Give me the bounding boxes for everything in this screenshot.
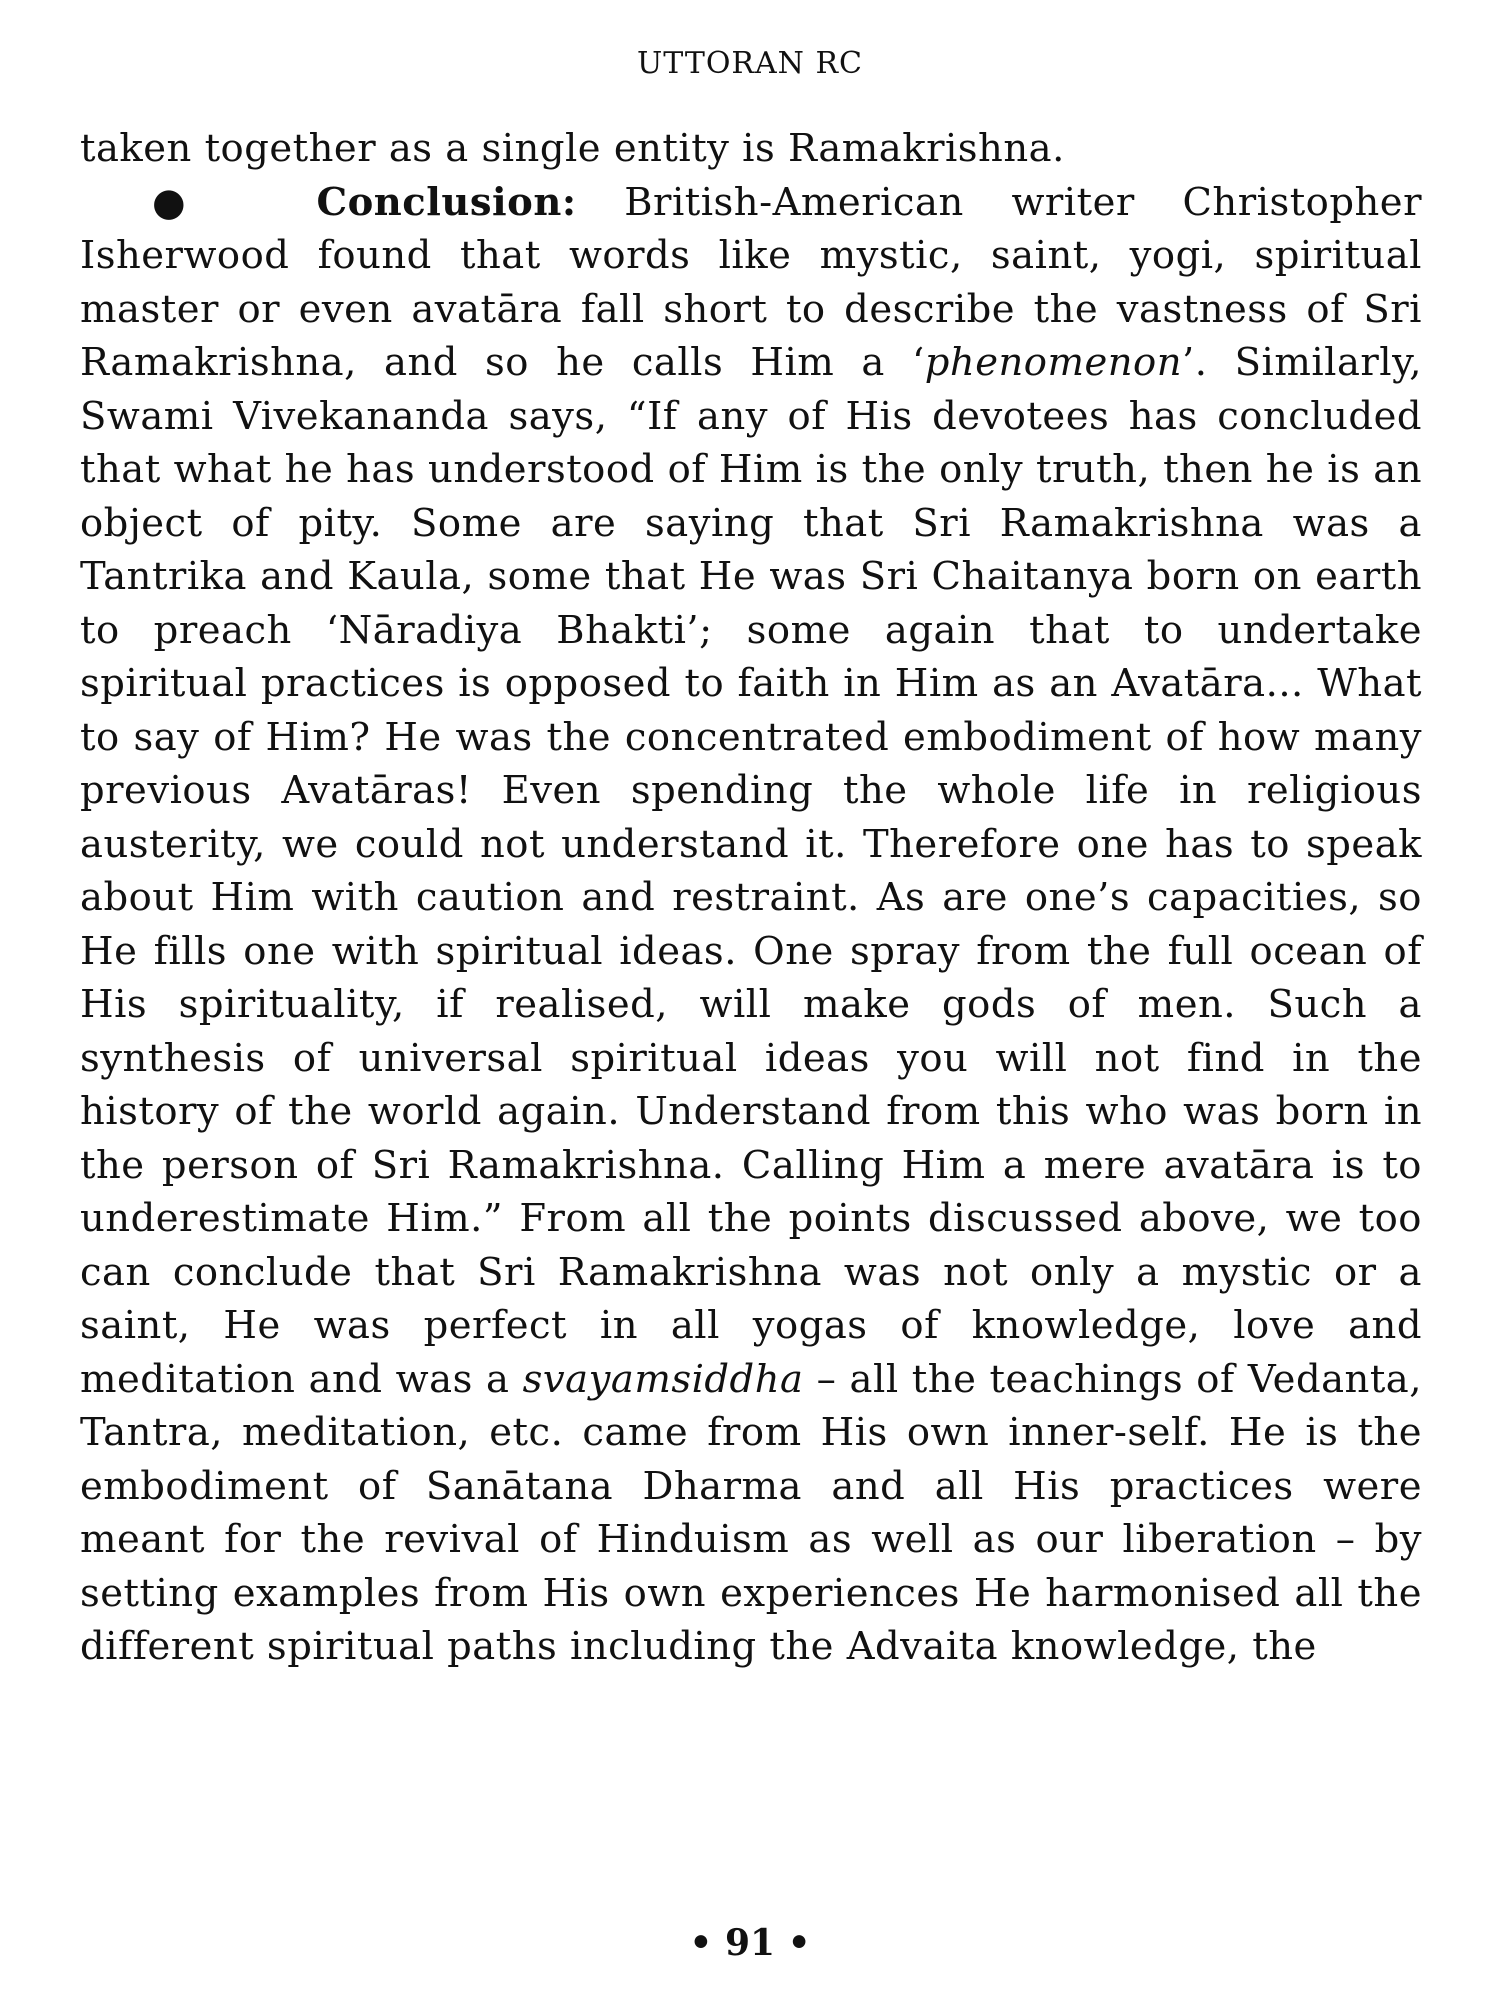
body-text (80, 122, 1422, 1674)
italic-term-svayamsiddha: svayamsiddha (522, 1356, 804, 1402)
conclusion-text-part-3: – all the teachings of Vedanta, Tantra, meditation, etc. came from His own inner-self. He is the embodiment of Sanātana Dharma and all His practices were meant for the revival of Hinduism as well as our liberation – by setting examples from His own experiences He harmonised all the different spiritual paths including the Advaita knowledge, the (80, 1356, 1422, 1669)
running-head: UTTORAN RC (636, 46, 864, 81)
conclusion-paragraph (80, 176, 1422, 1674)
bullet-icon: ● (152, 179, 222, 225)
opening-line: taken together as a single entity is Ramakrishna. (80, 126, 1065, 171)
page-number: • 91 • (689, 1922, 811, 1964)
conclusion-heading: Conclusion: (316, 179, 577, 225)
conclusion-text-part-1: British-American writer Christopher Isherwood found that words like mystic, saint, yogi, spiritual master or even avatāra fall short to describe the vastness of Sri Ramakrishna, and so he calls Him a ‘ (80, 179, 1422, 385)
conclusion-text-part-2: ’. Similarly, Swami Vivekananda says, “If any of His devotees has concluded that what he has understood of Him is the only truth, then he is an object of pity. Some are saying that Sri Ramakrishna was a Tantrika and Kaula, some that He was Sri Chaitanya born on earth to preach ‘Nāradiya Bhakti’; some again that to undertake spiritual practices is opposed to faith in Him as an Avatāra... What to say of Him? He was the concentrated embodiment of how many previous Avatāras! Even spending the whole life in religious austerity, we could not understand it. Therefore one has to speak about Him with caution and restraint. As are one’s capacities, so He fills one with spiritual ideas. One spray from the full ocean of His spirituality, if realised, will make gods of men. Such a synthesis of universal spiritual ideas you will not find in the history of the world again. Understand from this who was born in the person of Sri Ramakrishna. Calling Him a mere avatāra is to underestimate Him.” From all the points discussed above, we too can conclude that Sri Ramakrishna was not only a mystic or a saint, He was perfect in all yogas of knowledge, love and meditation and was a (80, 340, 1422, 1402)
italic-term-phenomenon: phenomenon (924, 340, 1183, 385)
